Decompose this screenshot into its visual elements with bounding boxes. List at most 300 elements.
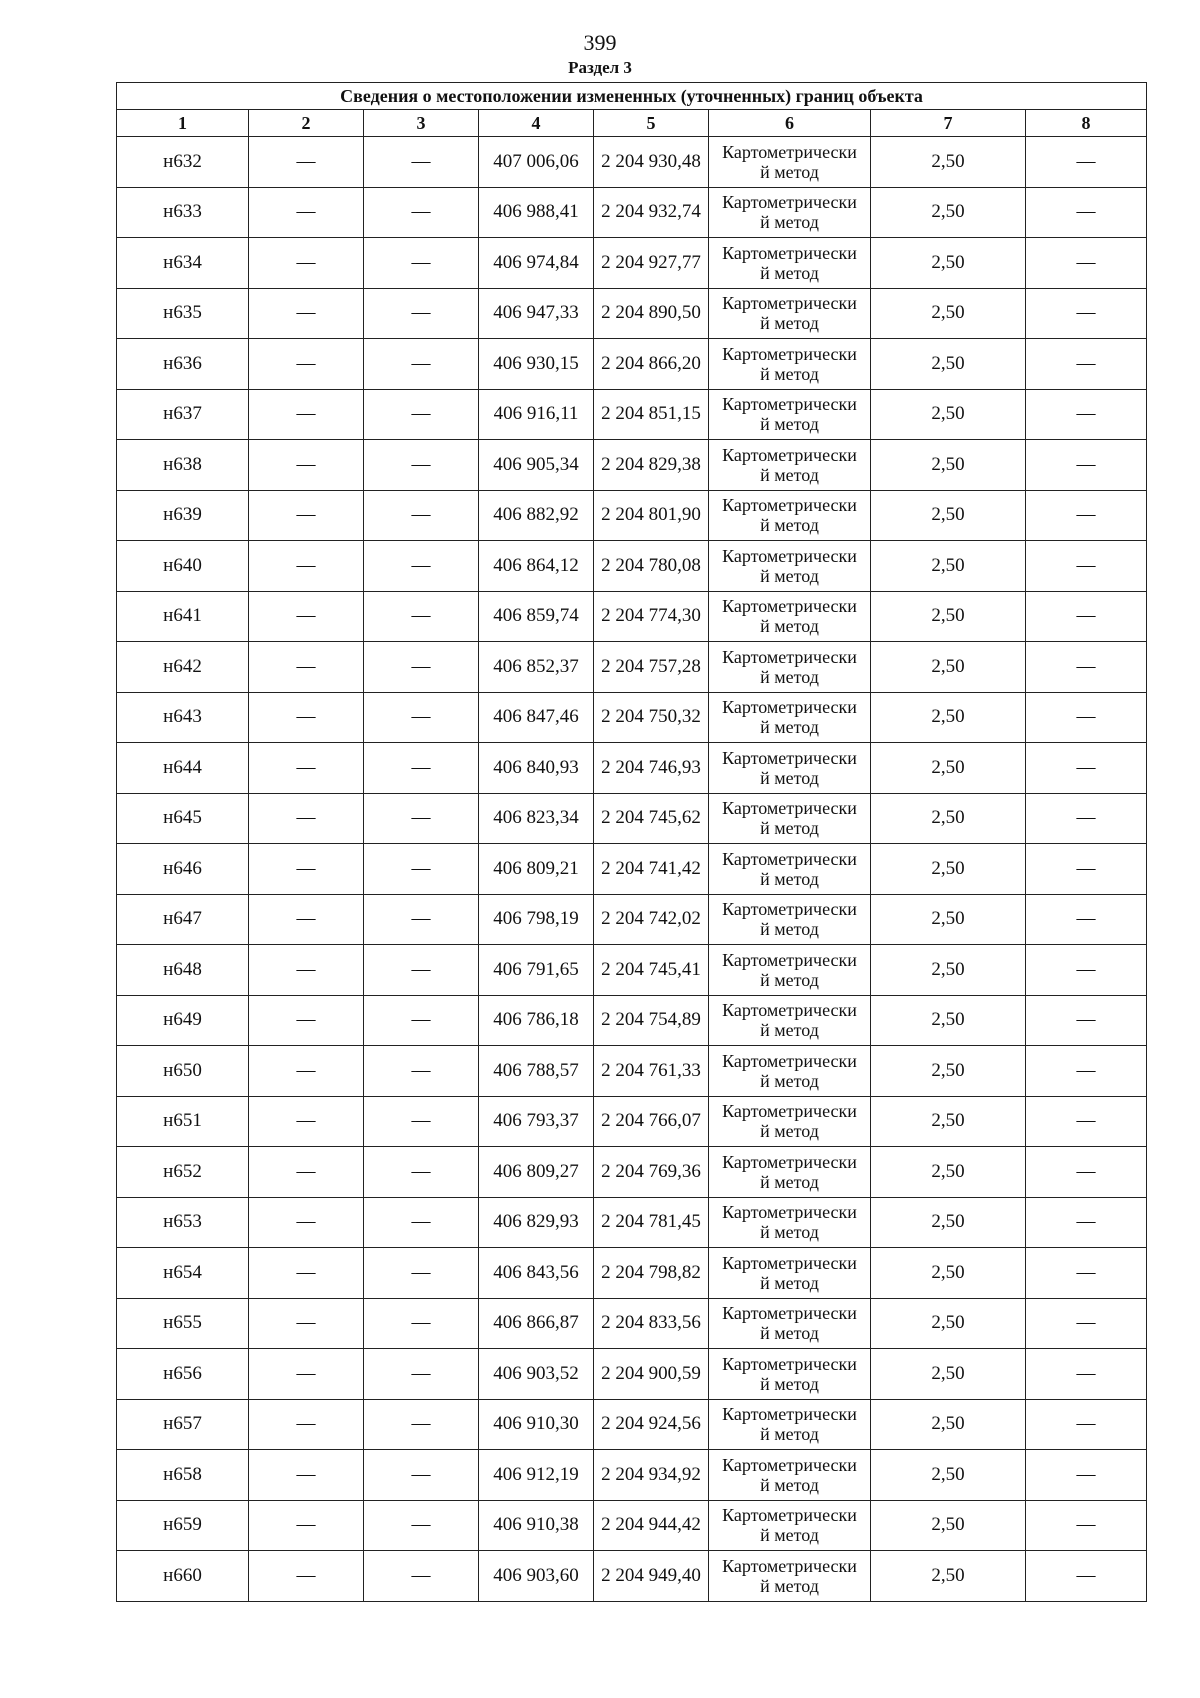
accuracy-cell: 2,50 <box>871 389 1026 440</box>
column-2-cell: — <box>249 793 364 844</box>
point-cell: н638 <box>117 440 249 491</box>
column-3-cell: — <box>364 187 479 238</box>
accuracy-cell: 2,50 <box>871 642 1026 693</box>
method-cell <box>709 1500 871 1551</box>
point-cell: н650 <box>117 1046 249 1097</box>
column-8-cell: — <box>1026 591 1147 642</box>
method-cell <box>709 642 871 693</box>
point-cell: н640 <box>117 541 249 592</box>
accuracy-cell: 2,50 <box>871 288 1026 339</box>
method-line-2: й метод <box>760 565 819 586</box>
method-line-1: Картометрически <box>722 1454 857 1475</box>
column-3-cell: — <box>364 1399 479 1450</box>
column-8-cell: — <box>1026 1046 1147 1097</box>
method-cell <box>709 793 871 844</box>
method-line-1: Картометрически <box>722 242 857 263</box>
column-2-cell: — <box>249 642 364 693</box>
method-line-2: й метод <box>760 1424 819 1445</box>
table-row <box>117 1500 1147 1551</box>
table-row <box>117 440 1147 491</box>
accuracy-cell: 2,50 <box>871 793 1026 844</box>
method-cell <box>709 591 871 642</box>
column-2-cell: — <box>249 1147 364 1198</box>
accuracy-cell: 2,50 <box>871 339 1026 390</box>
column-3-cell: — <box>364 1349 479 1400</box>
method-line-1: Картометрически <box>722 949 857 970</box>
accuracy-cell: 2,50 <box>871 1551 1026 1602</box>
table-row <box>117 591 1147 642</box>
method-line-2: й метод <box>760 161 819 182</box>
point-cell: н652 <box>117 1147 249 1198</box>
method-line-1: Картометрически <box>722 747 857 768</box>
method-cell <box>709 1096 871 1147</box>
x-coordinate-cell: 406 809,27 <box>479 1147 594 1198</box>
method-line-1: Картометрически <box>722 1353 857 1374</box>
accuracy-cell: 2,50 <box>871 490 1026 541</box>
column-8-cell: — <box>1026 743 1147 794</box>
accuracy-cell: 2,50 <box>871 1349 1026 1400</box>
column-number-3: 3 <box>364 110 479 137</box>
x-coordinate-cell: 406 829,93 <box>479 1197 594 1248</box>
column-2-cell: — <box>249 591 364 642</box>
method-line-2: й метод <box>760 1020 819 1041</box>
column-3-cell: — <box>364 743 479 794</box>
point-cell: н657 <box>117 1399 249 1450</box>
column-2-cell: — <box>249 894 364 945</box>
column-8-cell: — <box>1026 541 1147 592</box>
y-coordinate-cell: 2 204 932,74 <box>594 187 709 238</box>
point-cell: н648 <box>117 945 249 996</box>
x-coordinate-cell: 406 791,65 <box>479 945 594 996</box>
column-3-cell: — <box>364 389 479 440</box>
x-coordinate-cell: 406 947,33 <box>479 288 594 339</box>
y-coordinate-cell: 2 204 866,20 <box>594 339 709 390</box>
table-row <box>117 1298 1147 1349</box>
column-2-cell: — <box>249 1298 364 1349</box>
x-coordinate-cell: 406 852,37 <box>479 642 594 693</box>
column-2-cell: — <box>249 1551 364 1602</box>
x-coordinate-cell: 406 843,56 <box>479 1248 594 1299</box>
method-cell <box>709 238 871 289</box>
method-line-2: й метод <box>760 1525 819 1546</box>
accuracy-cell: 2,50 <box>871 692 1026 743</box>
method-line-2: й метод <box>760 919 819 940</box>
x-coordinate-cell: 406 916,11 <box>479 389 594 440</box>
method-line-1: Картометрически <box>722 646 857 667</box>
column-8-cell: — <box>1026 187 1147 238</box>
column-3-cell: — <box>364 490 479 541</box>
column-8-cell: — <box>1026 692 1147 743</box>
section-title: Раздел 3 <box>568 58 632 77</box>
x-coordinate-cell: 406 809,21 <box>479 844 594 895</box>
method-cell <box>709 1248 871 1299</box>
point-cell: н653 <box>117 1197 249 1248</box>
point-cell: н651 <box>117 1096 249 1147</box>
method-line-1: Картометрически <box>722 1050 857 1071</box>
x-coordinate-cell: 406 910,38 <box>479 1500 594 1551</box>
table-caption: Сведения о местоположении измененных (уточненных) границ объекта <box>117 83 1147 110</box>
y-coordinate-cell: 2 204 774,30 <box>594 591 709 642</box>
column-8-cell: — <box>1026 1147 1147 1198</box>
point-cell: н660 <box>117 1551 249 1602</box>
method-line-2: й метод <box>760 313 819 334</box>
method-cell <box>709 1298 871 1349</box>
column-number-8: 8 <box>1026 110 1147 137</box>
method-line-1: Картометрически <box>722 444 857 465</box>
method-line-1: Картометрически <box>722 596 857 617</box>
y-coordinate-cell: 2 204 900,59 <box>594 1349 709 1400</box>
column-2-cell: — <box>249 1248 364 1299</box>
column-number-2: 2 <box>249 110 364 137</box>
column-8-cell: — <box>1026 1399 1147 1450</box>
accuracy-cell: 2,50 <box>871 894 1026 945</box>
column-number-5: 5 <box>594 110 709 137</box>
point-cell: н647 <box>117 894 249 945</box>
column-3-cell: — <box>364 844 479 895</box>
column-8-cell: — <box>1026 1349 1147 1400</box>
table-row <box>117 1551 1147 1602</box>
column-3-cell: — <box>364 1450 479 1501</box>
x-coordinate-cell: 406 974,84 <box>479 238 594 289</box>
column-3-cell: — <box>364 1046 479 1097</box>
method-line-1: Картометрически <box>722 192 857 213</box>
method-cell <box>709 339 871 390</box>
accuracy-cell: 2,50 <box>871 1147 1026 1198</box>
method-cell <box>709 945 871 996</box>
method-line-2: й метод <box>760 1323 819 1344</box>
column-3-cell: — <box>364 1096 479 1147</box>
y-coordinate-cell: 2 204 745,62 <box>594 793 709 844</box>
column-3-cell: — <box>364 238 479 289</box>
accuracy-cell: 2,50 <box>871 187 1026 238</box>
accuracy-cell: 2,50 <box>871 541 1026 592</box>
method-line-1: Картометрически <box>722 495 857 516</box>
method-line-1: Картометрически <box>722 1303 857 1324</box>
table-row <box>117 187 1147 238</box>
y-coordinate-cell: 2 204 934,92 <box>594 1450 709 1501</box>
method-line-1: Картометрически <box>722 293 857 314</box>
method-cell <box>709 1147 871 1198</box>
y-coordinate-cell: 2 204 766,07 <box>594 1096 709 1147</box>
method-cell <box>709 1399 871 1450</box>
table-row <box>117 339 1147 390</box>
method-line-2: й метод <box>760 1575 819 1596</box>
y-coordinate-cell: 2 204 829,38 <box>594 440 709 491</box>
column-2-cell: — <box>249 844 364 895</box>
column-2-cell: — <box>249 1500 364 1551</box>
method-cell <box>709 137 871 188</box>
column-3-cell: — <box>364 541 479 592</box>
column-2-cell: — <box>249 541 364 592</box>
point-cell: н639 <box>117 490 249 541</box>
y-coordinate-cell: 2 204 949,40 <box>594 1551 709 1602</box>
method-line-1: Картометрически <box>722 848 857 869</box>
point-cell: н643 <box>117 692 249 743</box>
column-number-row <box>117 110 1147 137</box>
point-cell: н649 <box>117 995 249 1046</box>
accuracy-cell: 2,50 <box>871 1500 1026 1551</box>
y-coordinate-cell: 2 204 754,89 <box>594 995 709 1046</box>
column-2-cell: — <box>249 1450 364 1501</box>
method-line-2: й метод <box>760 363 819 384</box>
x-coordinate-cell: 406 798,19 <box>479 894 594 945</box>
method-line-1: Картометрически <box>722 1555 857 1576</box>
method-line-1: Картометрически <box>722 697 857 718</box>
column-3-cell: — <box>364 945 479 996</box>
column-2-cell: — <box>249 339 364 390</box>
table-row <box>117 1399 1147 1450</box>
y-coordinate-cell: 2 204 741,42 <box>594 844 709 895</box>
accuracy-cell: 2,50 <box>871 995 1026 1046</box>
column-3-cell: — <box>364 793 479 844</box>
accuracy-cell: 2,50 <box>871 1096 1026 1147</box>
column-8-cell: — <box>1026 844 1147 895</box>
method-line-1: Картометрически <box>722 1000 857 1021</box>
method-line-2: й метод <box>760 666 819 687</box>
table-row <box>117 1197 1147 1248</box>
column-2-cell: — <box>249 238 364 289</box>
column-number-4: 4 <box>479 110 594 137</box>
accuracy-cell: 2,50 <box>871 1248 1026 1299</box>
method-cell <box>709 1197 871 1248</box>
table-row <box>117 743 1147 794</box>
x-coordinate-cell: 406 866,87 <box>479 1298 594 1349</box>
column-3-cell: — <box>364 1197 479 1248</box>
accuracy-cell: 2,50 <box>871 591 1026 642</box>
column-8-cell: — <box>1026 339 1147 390</box>
method-cell <box>709 1349 871 1400</box>
column-3-cell: — <box>364 1298 479 1349</box>
method-line-2: й метод <box>760 1474 819 1495</box>
method-line-1: Картометрически <box>722 394 857 415</box>
point-cell: н654 <box>117 1248 249 1299</box>
method-cell <box>709 187 871 238</box>
method-line-1: Картометрически <box>722 545 857 566</box>
x-coordinate-cell: 406 903,52 <box>479 1349 594 1400</box>
table-row <box>117 995 1147 1046</box>
table-row <box>117 137 1147 188</box>
y-coordinate-cell: 2 204 746,93 <box>594 743 709 794</box>
column-2-cell: — <box>249 1197 364 1248</box>
column-3-cell: — <box>364 288 479 339</box>
table-row <box>117 844 1147 895</box>
method-line-2: й метод <box>760 616 819 637</box>
column-2-cell: — <box>249 389 364 440</box>
accuracy-cell: 2,50 <box>871 945 1026 996</box>
method-line-2: й метод <box>760 1222 819 1243</box>
point-cell: н642 <box>117 642 249 693</box>
column-2-cell: — <box>249 1096 364 1147</box>
x-coordinate-cell: 406 930,15 <box>479 339 594 390</box>
method-cell <box>709 743 871 794</box>
method-line-2: й метод <box>760 969 819 990</box>
accuracy-cell: 2,50 <box>871 1399 1026 1450</box>
method-cell <box>709 490 871 541</box>
method-line-2: й метод <box>760 1171 819 1192</box>
column-number-7: 7 <box>871 110 1026 137</box>
x-coordinate-cell: 406 864,12 <box>479 541 594 592</box>
x-coordinate-cell: 406 912,19 <box>479 1450 594 1501</box>
method-line-2: й метод <box>760 262 819 283</box>
column-3-cell: — <box>364 894 479 945</box>
column-2-cell: — <box>249 490 364 541</box>
column-2-cell: — <box>249 1349 364 1400</box>
method-line-2: й метод <box>760 818 819 839</box>
column-2-cell: — <box>249 440 364 491</box>
column-2-cell: — <box>249 1399 364 1450</box>
column-8-cell: — <box>1026 1248 1147 1299</box>
table-row <box>117 238 1147 289</box>
point-cell: н636 <box>117 339 249 390</box>
point-cell: н658 <box>117 1450 249 1501</box>
column-8-cell: — <box>1026 389 1147 440</box>
point-cell: н645 <box>117 793 249 844</box>
point-cell: н632 <box>117 137 249 188</box>
method-line-1: Картометрически <box>722 798 857 819</box>
column-3-cell: — <box>364 137 479 188</box>
column-number-6: 6 <box>709 110 871 137</box>
point-cell: н646 <box>117 844 249 895</box>
accuracy-cell: 2,50 <box>871 743 1026 794</box>
x-coordinate-cell: 406 823,34 <box>479 793 594 844</box>
method-line-1: Картометрически <box>722 1404 857 1425</box>
method-line-2: й метод <box>760 464 819 485</box>
y-coordinate-cell: 2 204 944,42 <box>594 1500 709 1551</box>
method-cell <box>709 844 871 895</box>
table-row <box>117 894 1147 945</box>
column-8-cell: — <box>1026 1500 1147 1551</box>
x-coordinate-cell: 406 847,46 <box>479 692 594 743</box>
x-coordinate-cell: 406 988,41 <box>479 187 594 238</box>
x-coordinate-cell: 406 910,30 <box>479 1399 594 1450</box>
y-coordinate-cell: 2 204 742,02 <box>594 894 709 945</box>
method-cell <box>709 1450 871 1501</box>
column-3-cell: — <box>364 1248 479 1299</box>
y-coordinate-cell: 2 204 927,77 <box>594 238 709 289</box>
column-3-cell: — <box>364 1500 479 1551</box>
column-2-cell: — <box>249 288 364 339</box>
column-8-cell: — <box>1026 945 1147 996</box>
accuracy-cell: 2,50 <box>871 844 1026 895</box>
column-8-cell: — <box>1026 238 1147 289</box>
table-row <box>117 1248 1147 1299</box>
column-8-cell: — <box>1026 440 1147 491</box>
y-coordinate-cell: 2 204 769,36 <box>594 1147 709 1198</box>
column-2-cell: — <box>249 743 364 794</box>
y-coordinate-cell: 2 204 801,90 <box>594 490 709 541</box>
method-line-1: Картометрически <box>722 1151 857 1172</box>
column-8-cell: — <box>1026 1450 1147 1501</box>
point-cell: н637 <box>117 389 249 440</box>
method-line-2: й метод <box>760 414 819 435</box>
column-8-cell: — <box>1026 288 1147 339</box>
y-coordinate-cell: 2 204 761,33 <box>594 1046 709 1097</box>
point-cell: н633 <box>117 187 249 238</box>
column-2-cell: — <box>249 187 364 238</box>
accuracy-cell: 2,50 <box>871 137 1026 188</box>
point-cell: н641 <box>117 591 249 642</box>
method-cell <box>709 894 871 945</box>
method-cell <box>709 692 871 743</box>
accuracy-cell: 2,50 <box>871 1298 1026 1349</box>
method-cell <box>709 440 871 491</box>
column-3-cell: — <box>364 1147 479 1198</box>
column-8-cell: — <box>1026 894 1147 945</box>
method-line-1: Картометрически <box>722 343 857 364</box>
x-coordinate-cell: 406 786,18 <box>479 995 594 1046</box>
column-8-cell: — <box>1026 1551 1147 1602</box>
y-coordinate-cell: 2 204 798,82 <box>594 1248 709 1299</box>
column-8-cell: — <box>1026 793 1147 844</box>
accuracy-cell: 2,50 <box>871 1046 1026 1097</box>
method-line-2: й метод <box>760 515 819 536</box>
column-3-cell: — <box>364 692 479 743</box>
column-3-cell: — <box>364 339 479 390</box>
y-coordinate-cell: 2 204 757,28 <box>594 642 709 693</box>
table-row <box>117 1349 1147 1400</box>
x-coordinate-cell: 406 840,93 <box>479 743 594 794</box>
y-coordinate-cell: 2 204 833,56 <box>594 1298 709 1349</box>
method-line-2: й метод <box>760 212 819 233</box>
y-coordinate-cell: 2 204 745,41 <box>594 945 709 996</box>
column-8-cell: — <box>1026 1298 1147 1349</box>
table-row <box>117 793 1147 844</box>
column-3-cell: — <box>364 1551 479 1602</box>
table-row <box>117 642 1147 693</box>
table-row <box>117 288 1147 339</box>
page-number: 399 <box>583 30 617 55</box>
x-coordinate-cell: 406 793,37 <box>479 1096 594 1147</box>
method-cell <box>709 288 871 339</box>
method-line-1: Картометрически <box>722 1202 857 1223</box>
method-line-1: Картометрически <box>722 1101 857 1122</box>
column-8-cell: — <box>1026 137 1147 188</box>
column-number-1: 1 <box>117 110 249 137</box>
table-row <box>117 389 1147 440</box>
column-3-cell: — <box>364 440 479 491</box>
method-cell <box>709 389 871 440</box>
method-line-2: й метод <box>760 717 819 738</box>
column-8-cell: — <box>1026 490 1147 541</box>
y-coordinate-cell: 2 204 930,48 <box>594 137 709 188</box>
table-row <box>117 541 1147 592</box>
accuracy-cell: 2,50 <box>871 1450 1026 1501</box>
method-cell <box>709 541 871 592</box>
accuracy-cell: 2,50 <box>871 1197 1026 1248</box>
column-3-cell: — <box>364 995 479 1046</box>
column-8-cell: — <box>1026 642 1147 693</box>
column-3-cell: — <box>364 642 479 693</box>
point-cell: н655 <box>117 1298 249 1349</box>
point-cell: н656 <box>117 1349 249 1400</box>
method-cell <box>709 1046 871 1097</box>
y-coordinate-cell: 2 204 851,15 <box>594 389 709 440</box>
x-coordinate-cell: 406 905,34 <box>479 440 594 491</box>
x-coordinate-cell: 406 788,57 <box>479 1046 594 1097</box>
method-line-2: й метод <box>760 767 819 788</box>
column-2-cell: — <box>249 945 364 996</box>
table-row <box>117 692 1147 743</box>
column-2-cell: — <box>249 137 364 188</box>
point-cell: н644 <box>117 743 249 794</box>
method-line-1: Картометрически <box>722 141 857 162</box>
x-coordinate-cell: 406 882,92 <box>479 490 594 541</box>
coordinates-table <box>116 82 1147 1602</box>
table-row <box>117 490 1147 541</box>
table-row <box>117 1046 1147 1097</box>
method-cell <box>709 1551 871 1602</box>
column-8-cell: — <box>1026 1197 1147 1248</box>
